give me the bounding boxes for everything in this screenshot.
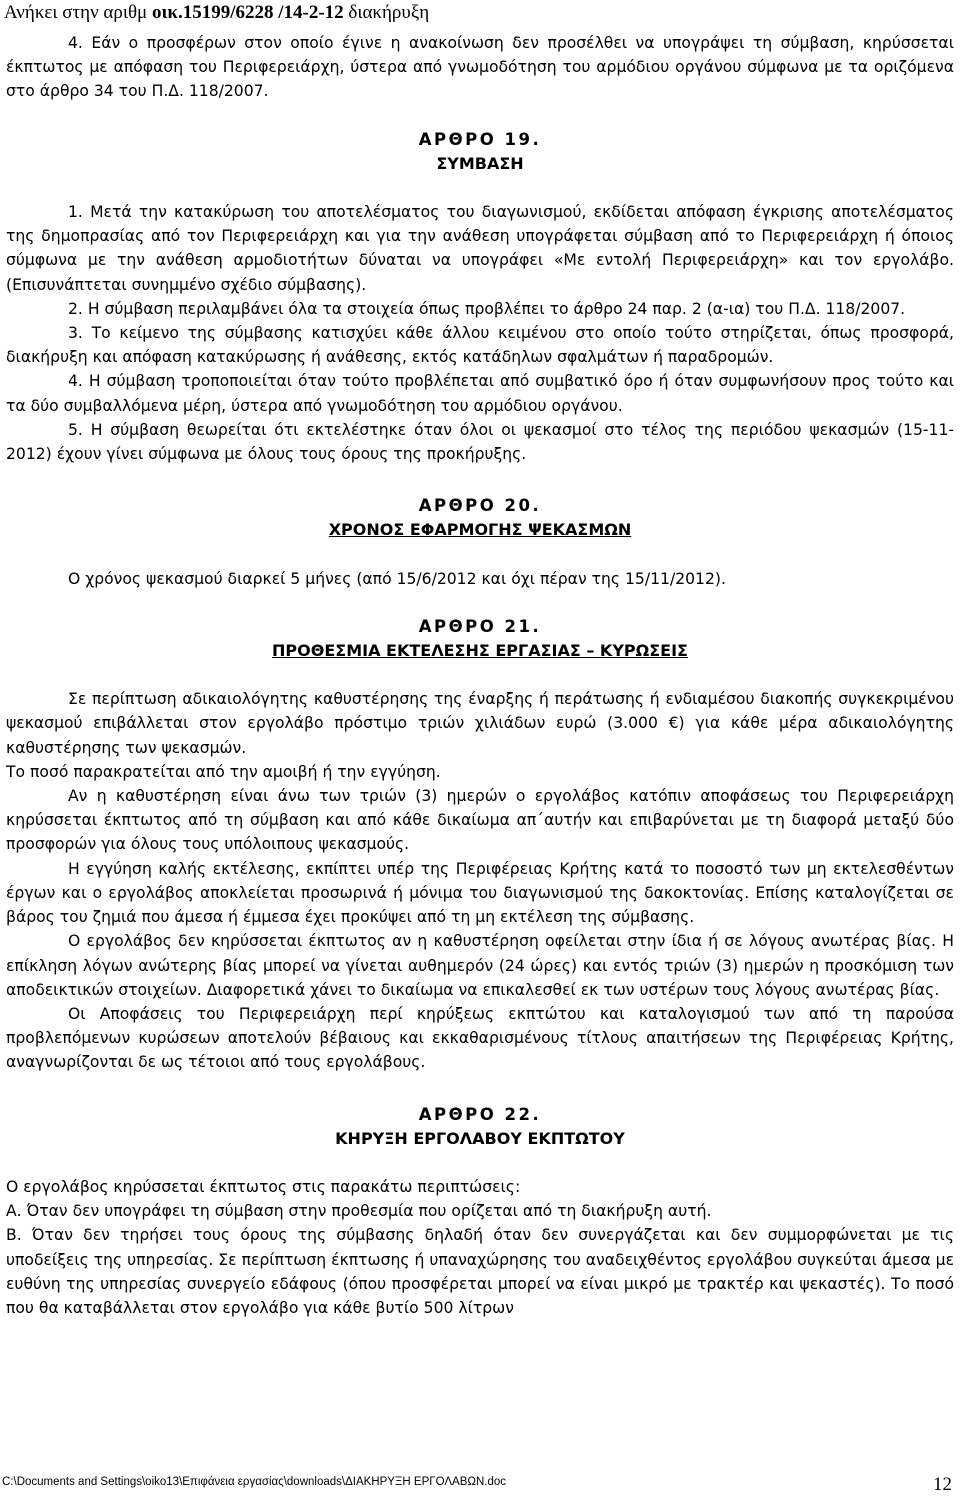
article-21-paragraph-1: Σε περίπτωση αδικαιολόγητης καθυστέρησης της έναρξης ή περάτωσης ή ενδιαμέσου διακοπής συγκεκριμένου ψεκασμού επιβάλλεται στον εργολάβο πρόστιμο τριών χιλιάδων ευρώ (3.000 €) για κάθε μέρα αδικαιολόγητης καθυστέρησης των ψεκασμών. [6, 690, 954, 757]
article-21-paragraph-3: Αν η καθυστέρηση είναι άνω των τριών (3) ημερών ο εργολάβος κατόπιν αποφάσεως του Περιφερειάρχη κηρύσσεται έκπτωτος από τη σύμβαση και από κάθε δικαίωμα απ΄αυτήν και επιβαρύνεται με τη διαφορά μεταξύ δύο προσφορών για όλους τους υπόλοιπους ψεκασμούς. [6, 787, 954, 854]
article-22-paragraph-1: Ο εργολάβος κηρύσσεται έκπτωτος στις παρακάτω περιπτώσεις: [6, 1177, 521, 1196]
article-22-case-b: Β. Όταν δεν τηρήσει τους όρους της σύμβασης δηλαδή όταν δεν συνεργάζεται και δεν συμμορφώνεται με τις υποδείξεις της υπηρεσίας. Σε περίπτωση έκπτωσης ή υπαναχώρησης του αναδειχθέντος εργολάβου συγκεύται άμεσα με ευθύνη της υπηρεσίας συνεργείο εδάφους (όπου προσφέρεται μπορεί να είναι μικρό με τρακτέρ και ψεκαστές). Το ποσό που θα καταβάλλεται στον εργολάβο για κάθε βυτίο 500 λίτρων [6, 1226, 954, 1317]
article-19-paragraph-2: 2. Η σύμβαση περιλαμβάνει όλα τα στοιχεία όπως προβλέπει το άρθρο 24 παρ. 2 (α-ια) του Π.Δ. 118/2007. [68, 299, 906, 318]
article-19-heading: ΣΥΜΒΑΣΗ [436, 153, 524, 173]
article-19-paragraph-3: 3. Το κείμενο της σύμβασης κατισχύει κάθε άλλου κειμένου στο οποίο τούτο στηρίζεται, όπως προσφορά, διακήρυξη και απόφαση κατακύρωσης ή ανάθεσης, εκτός κατάδηλων σφαλμάτων ή παραδρομών. [6, 324, 954, 367]
article-20-paragraph-1: Ο χρόνος ψεκασμού διαρκεί 5 μήνες (από 15/6/2012 και όχι πέραν της 15/11/2012). [68, 569, 726, 588]
page-number: 12 [933, 1474, 952, 1495]
article-19-paragraph-4: 4. Η σύμβαση τροποποιείται όταν τούτο προβλέπεται από συμβατικό όρο ή όταν συμφωνήσουν προς τούτο και τα δύο συμβαλλόμενα μέρη, ύστερα από γνωμοδότηση του αρμόδιου οργάνου. [6, 372, 954, 415]
article-21-paragraph-2: Το ποσό παρακρατείται από την αμοιβή ή την εγγύηση. [6, 762, 441, 781]
article-22-heading: ΚΗΡΥΞΗ ΕΡΓΟΛΑΒΟΥ ΕΚΠΤΩΤΟΥ [335, 1128, 625, 1148]
article-22-title: ΑΡΘΡΟ 22. [418, 1104, 542, 1124]
document-reference-header [4, 2, 429, 24]
footer-file-path: C:\Documents and Settings\oiko13\Επιφάνεια εργασίας\downloads\ΔΙΑΚΗΡΥΞΗ ΕΡΓΟΛΑΒΩΝ.doc [2, 1476, 507, 1488]
article-19-title: ΑΡΘΡΟ 19. [418, 129, 542, 149]
header-text-suffix: διακήρυξη [343, 2, 430, 23]
document-body [6, 31, 954, 1320]
article-21-heading: ΠΡΟΘΕΣΜΙΑ ΕΚΤΕΛΕΣΗΣ ΕΡΓΑΣΙΑΣ – ΚΥΡΩΣΕΙΣ [272, 641, 688, 661]
article-21-paragraph-6: Οι Αποφάσεις του Περιφερειάρχη περί κηρύξεως εκπτώτου και καταλογισμού των από τη παρούσα προβλεπόμενων κυρώσεων αποτελούν βέβαιους και εκκαθαρισμένους τίτλους απαιτήσεων της Περιφέρειας Κρήτης, αναγνωρίζονται δε ως τέτοιοι από τους εργολάβους. [6, 1004, 954, 1072]
paragraph-4-previous-article: 4. Εάν ο προσφέρων στον οποίο έγινε η ανακοίνωση δεν προσέλθει να υπογράψει τη σύμβαση, κηρύσσεται έκπτωτος με απόφαση του Περιφερειάρχη, ύστερα από γνωμοδότηση του αρμόδιου οργάνου σύμφωνα με τα οριζόμενα στο άρθρο 34 του Π.Δ. 118/2007. [6, 34, 954, 101]
header-reference-number: οικ.15199/6228 /14-2-12 [152, 2, 344, 23]
article-22-case-a: Α. Όταν δεν υπογράφει τη σύμβαση στην προθεσμία που ορίζεται από τη διακήρυξη αυτή. [6, 1202, 712, 1221]
article-21-paragraph-4: Η εγγύηση καλής εκτέλεσης, εκπίπτει υπέρ της Περιφέρειας Κρήτης κατά το ποσοστό των μη εκτελεσθέντων έργων και ο εργολάβος αποκλείεται προσωρινά ή μόνιμα του διαγωνισμού της δακοκτονίας. Επίσης καταλογίζεται σε βάρος του ζημιά που άμεσα ή έμμεσα έχει προκύψει από τη μη εκτέλεση της σύμβασης. [6, 859, 954, 927]
article-19-paragraph-5: 5. Η σύμβαση θεωρείται ότι εκτελέστηκε όταν όλοι οι ψεκασμοί στο τέλος της περιόδου ψεκασμών (15-11-2012) έχουν γίνει σύμφωνα με όλους τους όρους της προκήρυξης. [6, 420, 954, 464]
article-21-title: ΑΡΘΡΟ 21. [418, 616, 542, 636]
article-20-title: ΑΡΘΡΟ 20. [418, 496, 542, 516]
article-20-heading: ΧΡΟΝΟΣ ΕΦΑΡΜΟΓΗΣ ΨΕΚΑΣΜΩΝ [328, 520, 632, 540]
header-text-prefix: Ανήκει στην αριθμ [4, 2, 152, 23]
article-21-paragraph-5: Ο εργολάβος δεν κηρύσσεται έκπτωτος αν η καθυστέρηση οφείλεται στην ίδια ή σε λόγους ανωτέρας βίας. Η επίκληση λόγων ανώτερης βίας μπορεί να γίνεται αυθημερόν (24 ώρες) και εντός τριών (3) ημερών η προσκόμιση των αποδεικτικών στοιχείων. Διαφορετικά χάνει το δικαίωμα να επικαλεσθεί εκ των υστέρων τους λόγους ανωτέρας βίας. [6, 932, 954, 999]
article-19-paragraph-1: 1. Μετά την κατακύρωση του αποτελέσματος του διαγωνισμού, εκδίδεται απόφαση έγκρισης αποτελέσματος της δημοπρασίας από τον Περιφερειάρχη και για την ανάθεση υπογράφεται σύμβαση από το Περιφερειάρχη ή όποιος σύμφωνα με την ανάθεση αρμοδιοτήτων δύναται να υπογράφει «Με εντολή Περιφερειάρχη» και τον εργολάβο. (Επισυνάπτεται συνημμένο σχέδιο σύμβασης). [6, 203, 954, 294]
